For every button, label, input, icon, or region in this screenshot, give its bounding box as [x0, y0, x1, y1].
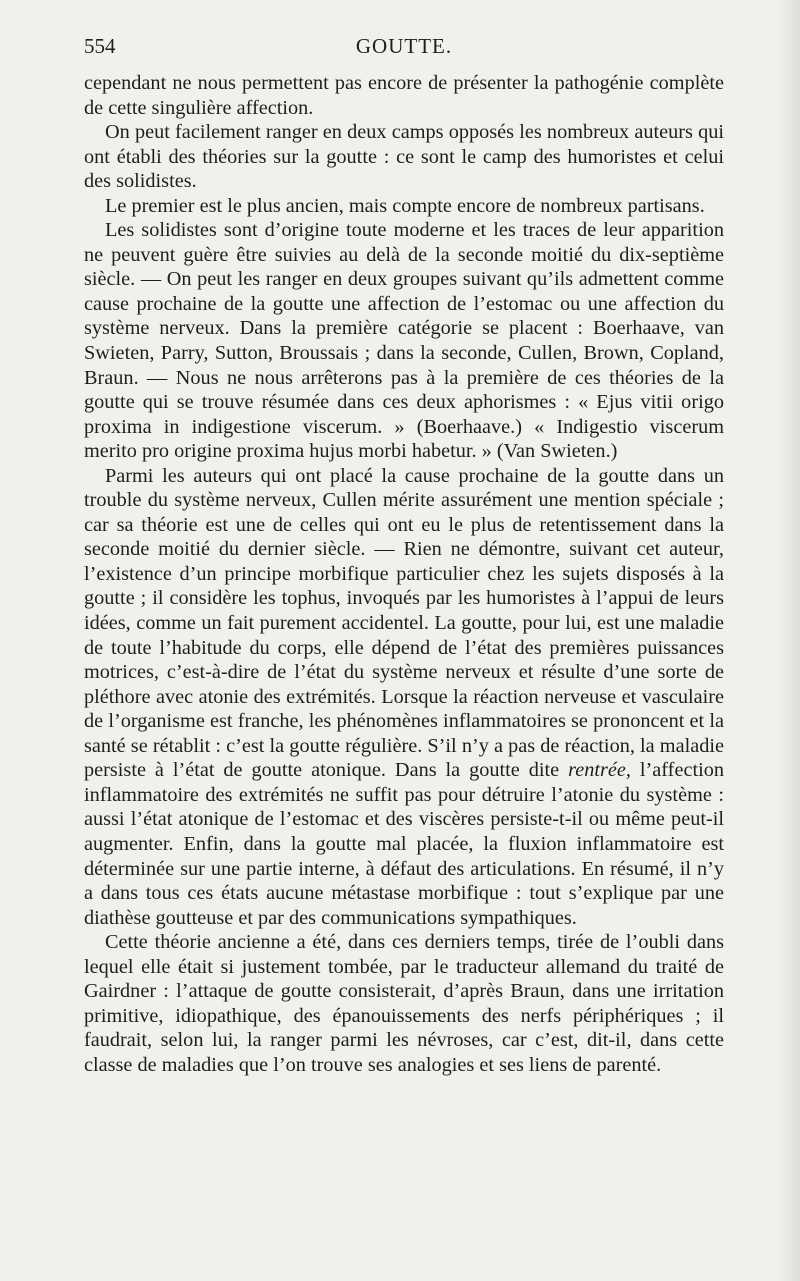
paragraph-solidists: Les solidistes sont d’origine toute moderne et les traces de leur apparition ne peuvent guère être suivies au delà de la seconde moitié du dix-septième siècle. — On peut les ranger en deux groupes suivant qu’ils admettent comme cause prochaine de la goutte une affection de l’estomac ou une affection du système nerveux. Dans la première catégorie se placent : Boerhaave, van Swieten, Parry, Sutton, Broussais ; dans la seconde, Cullen, Brown, Copland, Braun. — Nous ne nous arrêterons pas à la première de ces théories de la goutte qui se trouve résumée dans ces deux aphorismes : « Ejus vitii origo proxima in indigestione viscerum. » (Boerhaave.) « Indigestio viscerum merito pro origine proxima hujus morbi habetur. » (Van Swieten.)	[84, 219, 724, 463]
paragraph-continued: cependant ne nous permettent pas encore de présenter la pathogénie complète de cette singulière affection.	[84, 72, 724, 119]
paragraph-first-camp: Le premier est le plus ancien, mais compte encore de nombreux partisans.	[105, 194, 705, 217]
page-edge-shadow	[778, 0, 800, 1281]
page-number: 554	[84, 34, 116, 58]
paragraph-cullen: Parmi les auteurs qui ont placé la cause prochaine de la goutte dans un trouble du système nerveux, Cullen mérite assurément une mention spéciale ; car sa théorie est une de celles qui ont eu le plus de retentissement dans la seconde moitié du dernier siècle. — Rien ne démontre, suivant cet auteur, l’existence d’un principe morbifique particulier chez les sujets disposés à la goutte ; il considère les tophus, invoqués par les humoristes à l’appui de leurs idées, comme un fait purement accidentel. La goutte, pour lui, est une maladie de toute l’habitude du corps, elle dépend de l’état des premières puissances motrices, c’est-à-dire de l’état du système nerveux et résulte d’une sorte de pléthore avec atonie des extrémités. Lorsque la réaction nerveuse et vasculaire de l’organisme est franche, les phénomènes inflammatoires se prononcent et la santé se rétablit : c’est la goutte régulière. S’il n’y a pas de réaction, la maladie persiste à l’état de goutte atonique. Dans la goutte dite rentrée, l’affection inflammatoire des extrémités ne suffit pas pour détruire l’atonie du système : aussi l’état atonique de l’estomac et des viscères persiste-t-il ou même peut-il augmenter. Enfin, dans la goutte mal placée, la fluxion inflammatoire est déterminée sur une partie interne, à défaut des articulations. En résumé, il n’y a dans tous ces états aucune métastase morbifique : tout s’explique par une diathèse goutteuse et par des communications sympathiques.	[84, 464, 724, 929]
emphasis-rentree: rentrée	[568, 759, 626, 782]
paragraph-braun: Cette théorie ancienne a été, dans ces derniers temps, tirée de l’oubli dans lequel elle était si justement tombée, par le traducteur allemand du traité de Gairdner : l’attaque de goutte consisterait, d’après Braun, dans une irritation primitive, idiopathique, des épanouissements des nerfs périphériques ; il faudrait, selon lui, la ranger parmi les névroses, car c’est, dit-il, dans cette classe de maladies que l’on trouve ses analogies et ses liens de parenté.	[84, 931, 724, 1076]
running-head	[84, 34, 724, 64]
running-title: GOUTTE.	[355, 34, 453, 58]
body-text	[84, 71, 724, 1077]
paragraph-two-camps: On peut facilement ranger en deux camps opposés les nombreux auteurs qui ont établi des théories sur la goutte : ce sont le camp des humoristes et celui des solidistes.	[84, 121, 724, 193]
